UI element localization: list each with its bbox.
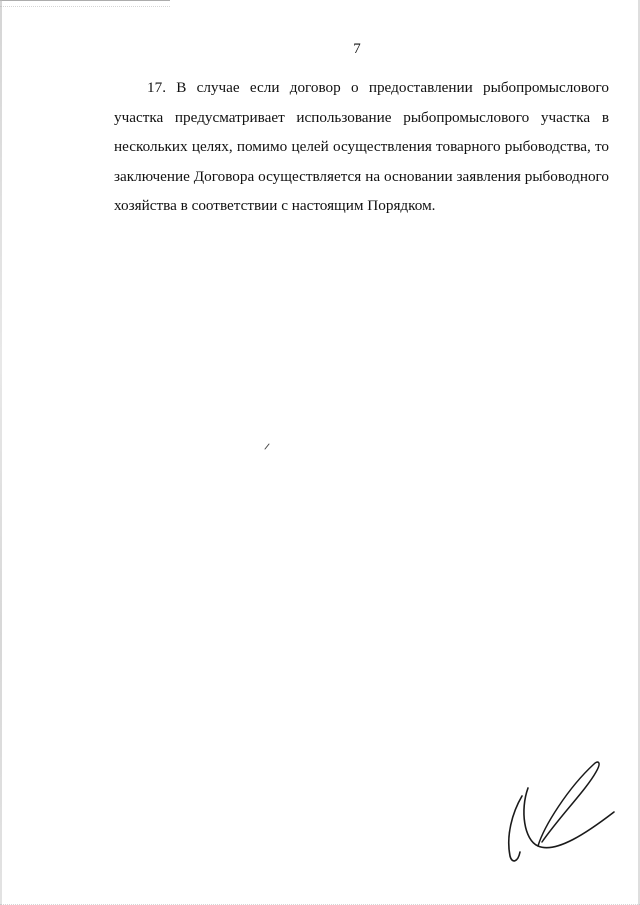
page-number: 7 <box>353 41 361 57</box>
stray-ink-mark <box>264 441 273 450</box>
scan-edge-left <box>0 0 2 905</box>
handwritten-signature <box>498 758 620 866</box>
scan-edge-top <box>0 0 170 7</box>
clause-17-paragraph: 17. В случае если договор о предоставлении рыбопромыслового участка предусматривает использование рыбопромыслового участка в нескольких целях, помимо целей осуществления товарного рыбоводства, то заключение Договора осуществляется на основании заявления рыбоводного хозяйства в соответствии с настоящим Порядком. <box>114 79 609 214</box>
